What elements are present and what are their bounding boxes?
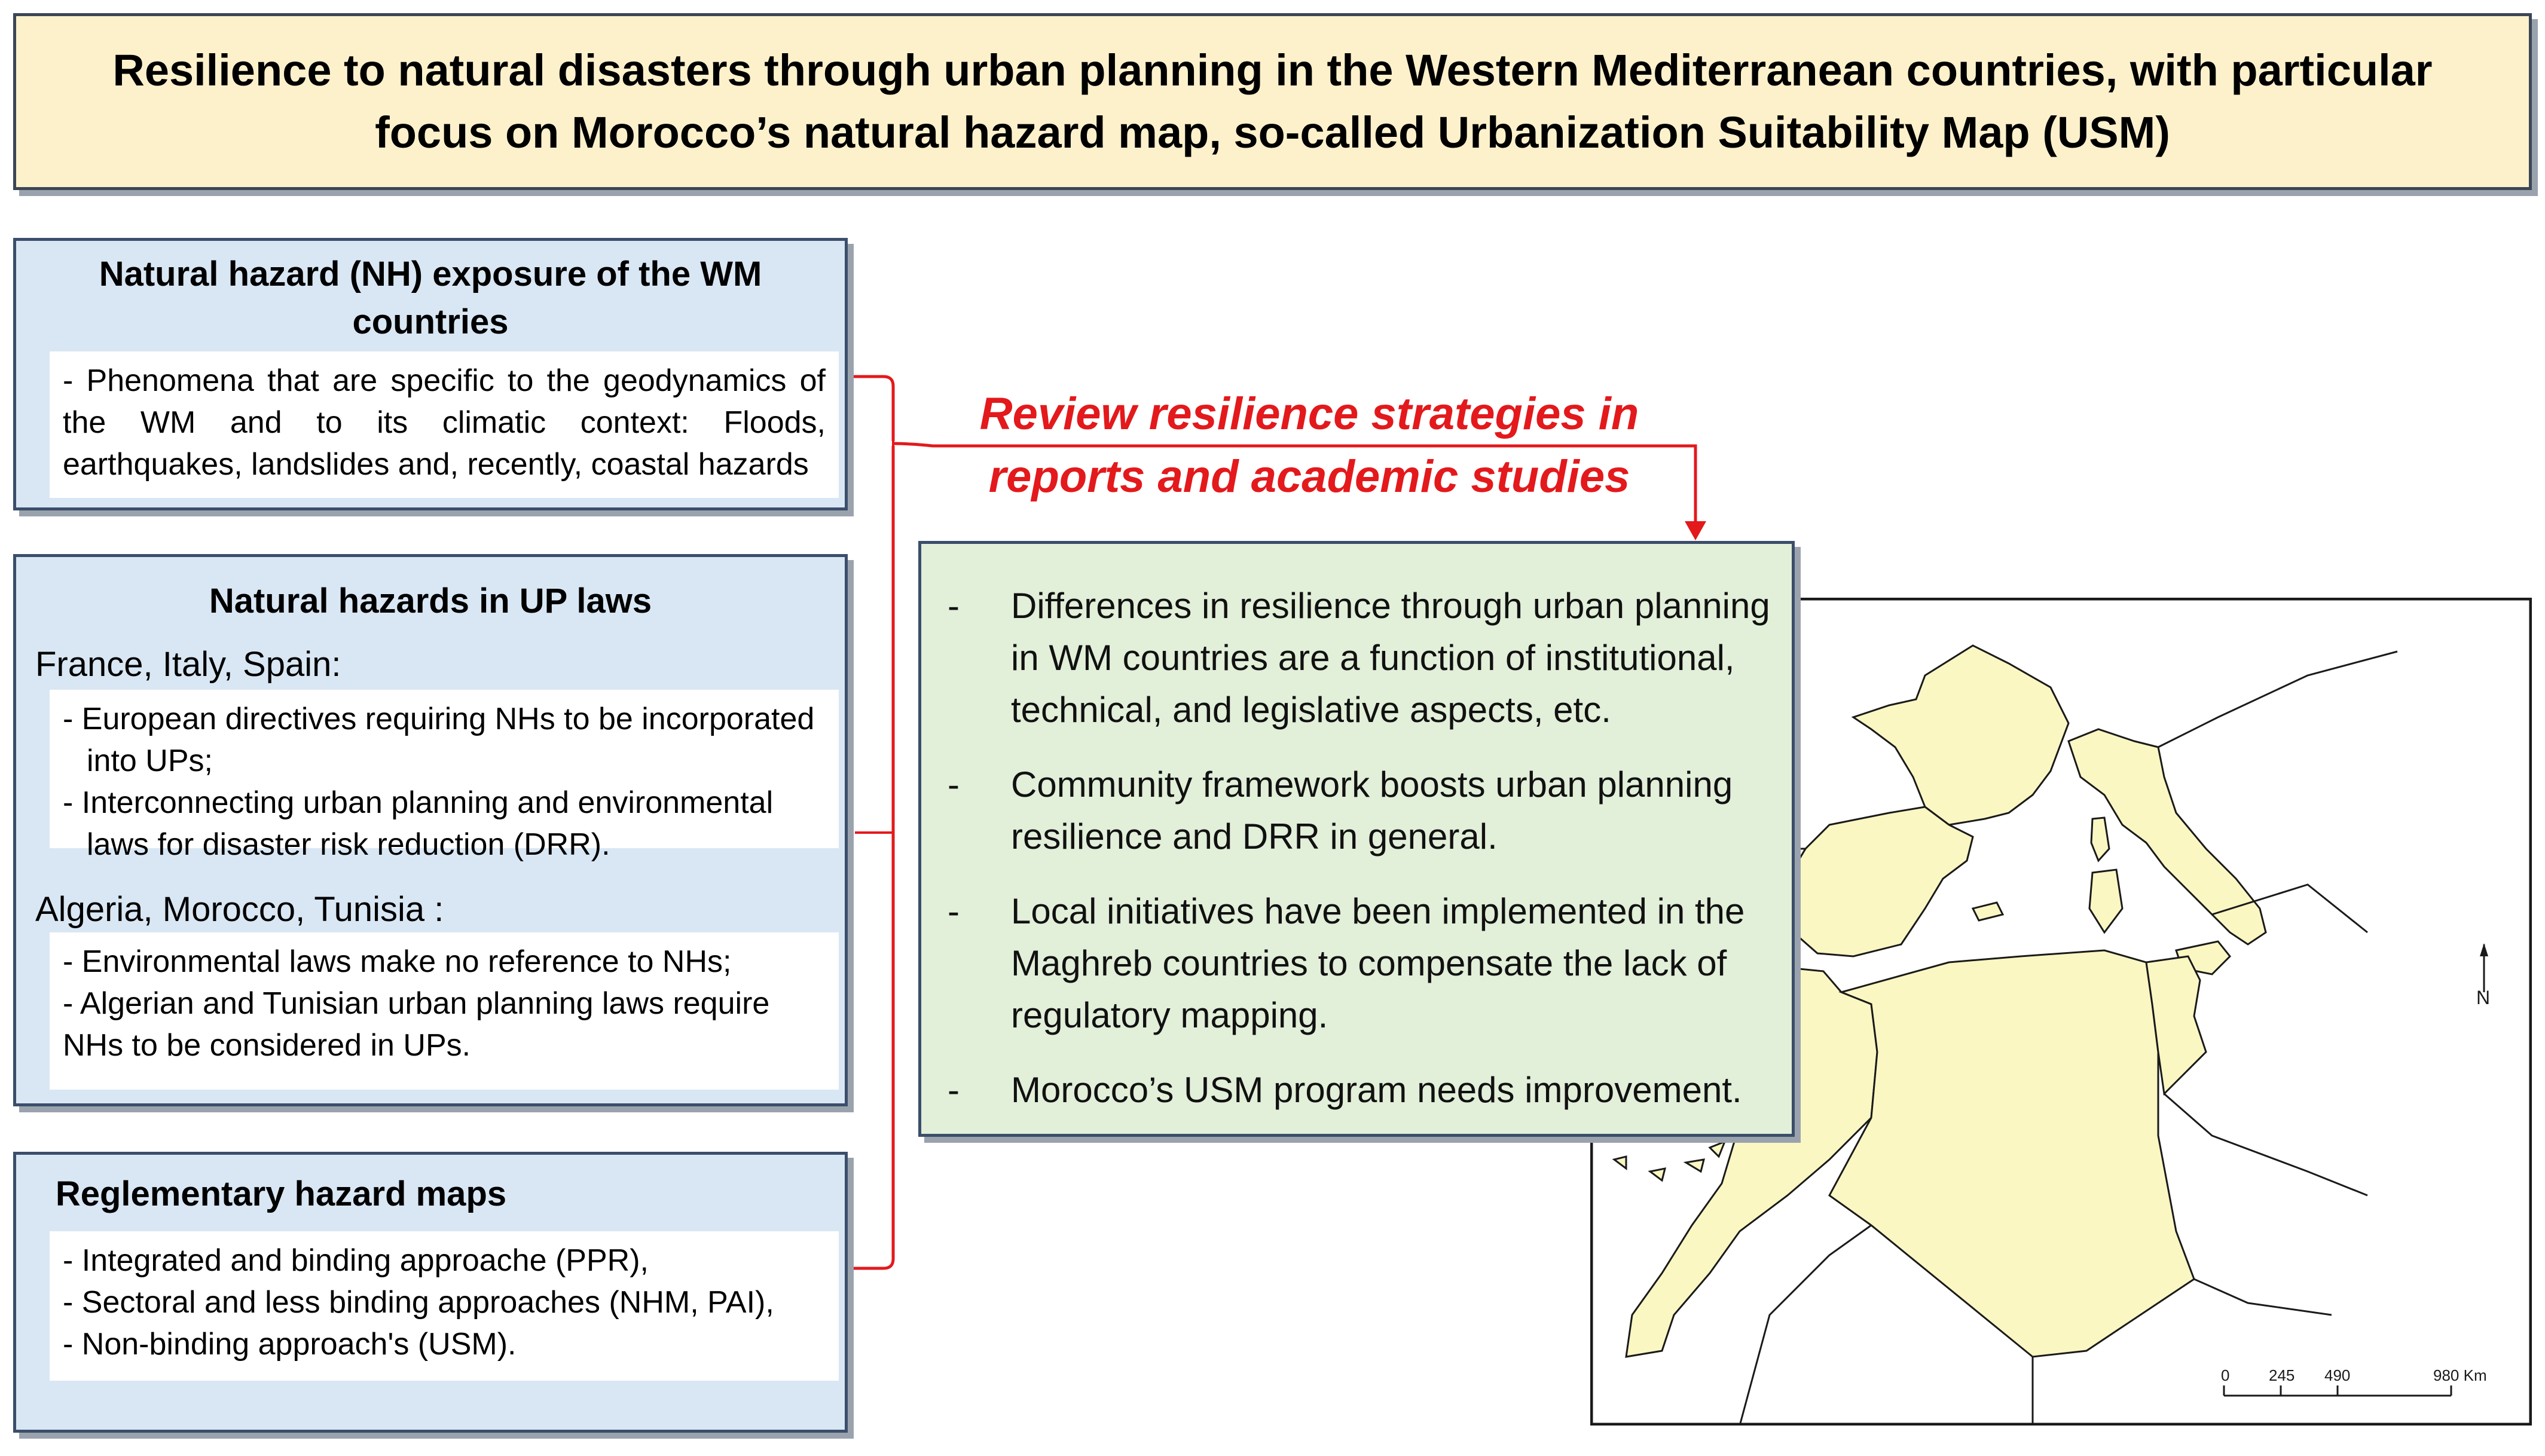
scale-label: 0 [2221,1366,2230,1384]
bullet-dash: - [948,586,960,626]
review-arrow-head [1685,521,1706,540]
european-countries-heading: France, Italy, Spain: [35,645,341,684]
list-item: - Environmental laws make no reference to NHs; [63,944,732,979]
bullet-dash: - [948,764,960,805]
red-bracket [854,377,893,1268]
nh-exposure-text: - Phenomena that are specific to the geodynamics of the WM and to its climatic context: Floods, earthquakes, landslides and, recently, coastal hazards [63,363,826,482]
scale-label: 245 [2269,1366,2295,1384]
list-item [948,885,1774,1041]
finding-text: Morocco’s USM program needs improvement. [1011,1070,1742,1110]
list-item: - Algerian and Tunisian urban planning laws require NHs to be considered in UPs. [63,986,770,1063]
list-item [948,1064,1774,1116]
bullet-dash: - [948,891,960,931]
list-item: - Non-binding approach's (USM). [63,1327,517,1362]
diagram-title: Resilience to natural disasters through urban planning in the Western Mediterranean countries, with particular focus on Morocco’s natural hazard map, so-called Urbanization Suitability Map (USM) [112,45,2433,157]
list-item [948,758,1774,862]
list-item: - Sectoral and less binding approaches (NHM, PAI), [63,1285,774,1320]
box2-connector [855,441,893,833]
list-item [948,580,1774,736]
finding-text: Local initiatives have been implemented in the Maghreb countries to compensate the lack of regulatory mapping. [1011,891,1745,1035]
list-item: - Integrated and binding approache (PPR), [63,1243,649,1278]
finding-text: Differences in resilience through urban planning in WM countries are a function of institutional, technical, and legislative aspects, etc. [1011,586,1770,730]
list-item: - Interconnecting urban planning and environmental laws for disaster risk reduction (DRR). [63,785,774,862]
findings-box [918,541,1795,1137]
nh-exposure-title: Natural hazard (NH) exposure of the WM countries [99,255,762,341]
scale-label: 980 Km [2433,1366,2487,1384]
maghreb-countries-heading: Algeria, Morocco, Tunisia : [35,890,444,929]
review-heading: Review resilience strategies in reports and academic studies [979,389,1639,502]
bullet-dash: - [948,1070,960,1110]
list-item: - European directives requiring NHs to be incorporated into UPs; [63,702,815,778]
findings-list [948,580,1774,1139]
finding-text: Community framework boosts urban planning resilience and DRR in general. [1011,764,1733,857]
scale-label: 490 [2324,1366,2351,1384]
nh-up-laws-title: Natural hazards in UP laws [209,582,652,620]
north-label: N [2476,987,2491,1008]
hazard-maps-title: Reglementary hazard maps [55,1174,507,1213]
